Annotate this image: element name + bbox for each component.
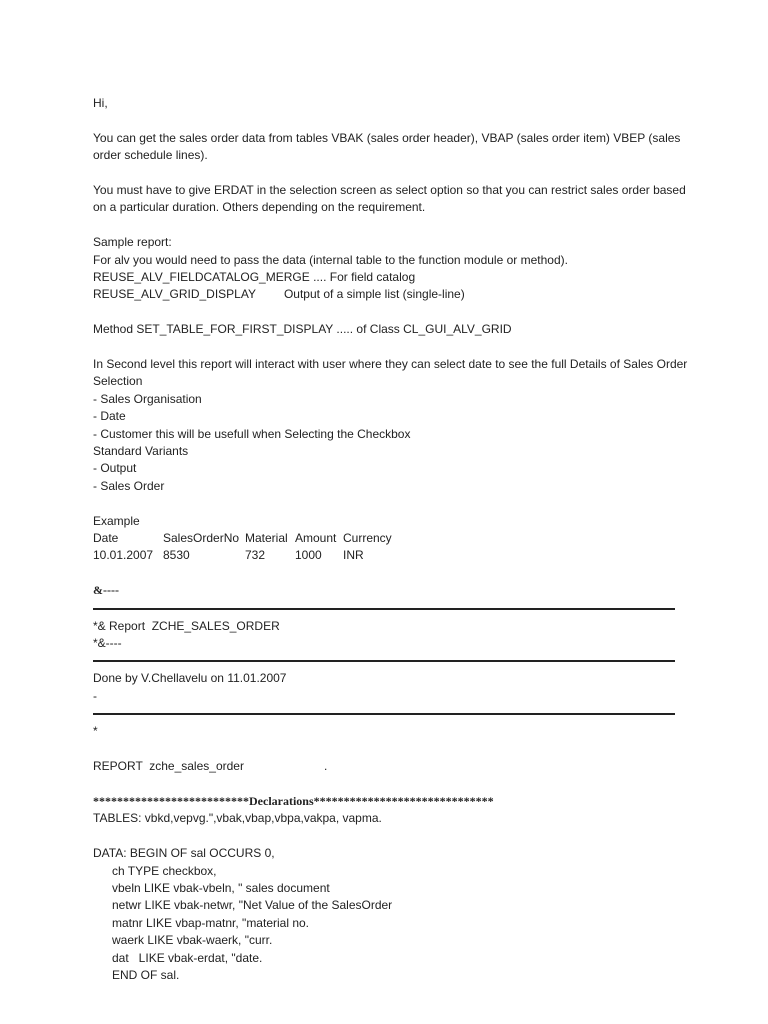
para-tables-line-2: order schedule lines).: [93, 148, 208, 163]
grid-display-function: REUSE_ALV_GRID_DISPLAY: [93, 287, 256, 302]
method-line: Method SET_TABLE_FOR_FIRST_DISPLAY ..... of Class CL_GUI_ALV_GRID: [93, 322, 512, 337]
document-page: [93, 95, 688, 984]
alv-line: For alv you would need to pass the data (internal table to the function module or method).: [93, 252, 568, 267]
example-value-cell: 8530: [163, 548, 190, 563]
example-heading: Example: [93, 513, 140, 528]
done-by-line: Done by V.Chellavelu on 11.01.2007: [93, 671, 287, 686]
dash-line: -: [93, 688, 97, 703]
para-erdat-line-1: You must have to give ERDAT in the selection screen as select option so that you can restrict sales order based: [93, 183, 686, 197]
example-header-cell: Date: [93, 531, 119, 546]
standard-variants-heading: Standard Variants: [93, 444, 189, 459]
fieldcatalog-line: REUSE_ALV_FIELDCATALOG_MERGE .... For field catalog: [93, 270, 416, 285]
amp-marker: &----: [93, 583, 119, 598]
star-line: *: [93, 724, 98, 739]
para-erdat-line-2: on a particular duration. Others depending on the requirement.: [93, 200, 426, 215]
report-statement-dot: .: [323, 759, 328, 774]
example-header-cell: Currency: [343, 531, 392, 546]
example-header-cell: SalesOrderNo: [163, 531, 240, 546]
grid-display-line: [93, 286, 675, 303]
data-field-line: END OF sal.: [112, 967, 180, 982]
divider: [93, 660, 675, 662]
second-level-line-2: Selection: [93, 374, 143, 389]
variant-item: - Output: [93, 461, 137, 476]
data-field-line: ch TYPE checkbox,: [112, 863, 217, 878]
sample-report-heading: Sample report:: [93, 235, 172, 250]
example-value-cell: 732: [245, 548, 266, 563]
example-value-cell: 1000: [295, 548, 322, 563]
variant-item: - Sales Order: [93, 478, 165, 493]
data-field-line: matnr LIKE vbap-matnr, "material no.: [112, 915, 310, 930]
example-header-cell: Material: [245, 531, 288, 546]
data-field-line: dat LIKE vbak-erdat, "date.: [112, 950, 263, 965]
report-statement: [93, 758, 675, 775]
report-statement-name: REPORT zche_sales_order: [93, 759, 244, 774]
selection-item: - Sales Organisation: [93, 391, 202, 406]
data-field-line: vbeln LIKE vbak-vbeln, " sales document: [112, 880, 330, 895]
report-header-comment: *& Report ZCHE_SALES_ORDER: [93, 618, 280, 633]
data-field-line: netwr LIKE vbak-netwr, "Net Value of the SalesOrder: [112, 898, 393, 913]
selection-item: - Date: [93, 409, 126, 424]
divider: [93, 608, 675, 610]
example-value-cell: INR: [343, 548, 364, 563]
declarations-banner: **************************Declarations******************************: [93, 793, 494, 808]
greeting: Hi,: [93, 96, 108, 110]
example-header-row: [93, 530, 675, 547]
divider: [93, 713, 675, 715]
report-amp-comment: *&----: [93, 636, 122, 651]
example-header-cell: Amount: [295, 531, 337, 546]
example-value-cell: 10.01.2007: [93, 548, 154, 563]
tables-statement: TABLES: vbkd,vepvg.",vbak,vbap,vbpa,vakpa, vapma.: [93, 811, 382, 826]
second-level-line-1: In Second level this report will interact with user where they can select date to see the full Details of Sales Order: [93, 357, 688, 372]
para-tables-line-1: You can get the sales order data from tables VBAK (sales order header), VBAP (sales order item) VBEP (sales: [93, 130, 681, 145]
data-begin-statement: DATA: BEGIN OF sal OCCURS 0,: [93, 846, 275, 861]
grid-display-description: Output of a simple list (single-line): [283, 287, 465, 302]
data-field-line: waerk LIKE vbak-waerk, "curr.: [112, 933, 273, 948]
example-value-row: [93, 547, 675, 564]
selection-item: - Customer this will be usefull when Selecting the Checkbox: [93, 426, 411, 441]
